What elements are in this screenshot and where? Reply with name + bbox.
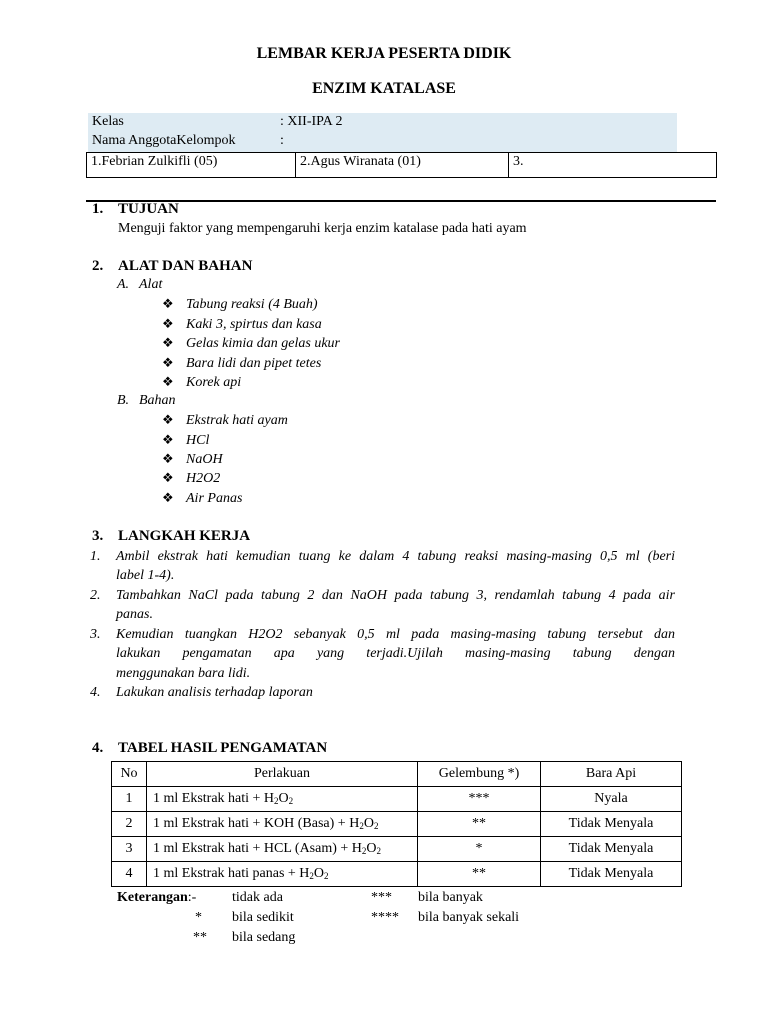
tujuan-heading [92,201,179,218]
alat-label: A. [117,277,130,292]
bahan-item: ❖ NaOH [162,451,223,467]
keterangan-s3: ** [193,930,207,945]
col-no: No [112,762,147,787]
keterangan-l5: bila banyak sekali [418,910,520,925]
step-item [90,683,675,702]
step-number: 2. [90,588,101,603]
table-row [112,812,682,837]
col-bara-api: Bara Api [541,762,682,787]
member-1: 1.Febrian Zulkifli (05) [87,153,296,177]
keterangan-l3: bila sedang [232,930,296,945]
keterangan-s5: **** [371,910,399,925]
cell-perlakuan: 1 ml Ekstrak hati panas + $H_2O_2$ [147,862,418,887]
diamond-bullet-icon: ❖ [162,432,174,447]
alat-bahan-heading [92,258,252,275]
kelas-row [92,114,343,130]
keterangan-label: Keterangan:- [117,890,197,905]
alat-item: ❖ Gelas kimia dan gelas ukur [162,335,340,351]
cell-gelembung: * [418,837,541,862]
tujuan-text: Menguji faktor yang mempengaruhi kerja enzim katalase pada hati ayam [118,221,527,236]
diamond-bullet-icon: ❖ [162,412,174,427]
step-line: label 1-4). [116,568,175,584]
alat-title: Alat [139,277,163,292]
langkah-title: LANGKAH KERJA [118,528,251,544]
langkah-number: 3. [92,528,104,544]
cell-perlakuan: 1 ml Ekstrak hati + $H_2O_2$ [147,787,418,812]
bahan-label: B. [117,393,130,408]
members-table [86,152,717,178]
nama-label: Nama AnggotaKelompok [92,133,236,148]
kelas-label: Kelas [92,114,124,129]
divider [86,200,716,202]
cell-bara-api: Nyala [541,787,682,812]
bahan-item: ❖ H2O2 [162,470,221,486]
member-2: 2.Agus Wiranata (01) [296,153,509,177]
kelas-value: : XII-IPA 2 [280,114,343,129]
alat-item: ❖ Tabung reaksi (4 Buah) [162,296,318,312]
cell-bara-api: Tidak Menyala [541,862,682,887]
cell-gelembung: ** [418,862,541,887]
bahan-subheading [117,393,176,409]
diamond-bullet-icon: ❖ [162,374,174,389]
cell-no: 3 [112,837,147,862]
diamond-bullet-icon: ❖ [162,316,174,331]
step-item [90,625,675,683]
alat-subheading [117,277,162,293]
alat-item: ❖ Bara lidi dan pipet tetes [162,355,322,371]
bahan-item: ❖ HCl [162,432,210,448]
diamond-bullet-icon: ❖ [162,335,174,350]
diamond-bullet-icon: ❖ [162,355,174,370]
keterangan-l2: bila sedikit [232,910,294,925]
cell-gelembung: *** [418,787,541,812]
tujuan-title: TUJUAN [118,201,179,217]
step-line: lakukan pengamatan apa yang terjadi.Ujilah masing-masing tabung dengan [116,646,675,662]
keterangan-s4: *** [371,890,392,905]
col-gelembung: Gelembung *) [418,762,541,787]
page-subtitle: ENZIM KATALASE [312,80,456,97]
table-row [112,862,682,887]
cell-perlakuan: 1 ml Ekstrak hati + HCL (Asam) + $H_2O_2$ [147,837,418,862]
step-line: Ambil ekstrak hati kemudian tuang ke dalam 4 tabung reaksi masing-masing 0,5 ml (beri [116,549,675,564]
alat-bahan-title: ALAT DAN BAHAN [118,258,253,274]
keterangan-l1: tidak ada [232,890,283,905]
diamond-bullet-icon: ❖ [162,470,174,485]
cell-no: 4 [112,862,147,887]
alat-bahan-number: 2. [92,258,104,274]
alat-item: ❖ Korek api [162,374,242,390]
cell-perlakuan: 1 ml Ekstrak hati + KOH (Basa) + $H_2O_2$ [147,812,418,837]
cell-gelembung: ** [418,812,541,837]
observation-table [111,761,682,887]
step-line: panas. [116,607,153,623]
nama-row [92,133,284,149]
step-item [90,586,675,625]
member-3: 3. [513,154,524,169]
step-line: menggunakan bara lidi. [116,665,251,681]
tabel-heading [92,740,327,757]
diamond-bullet-icon: ❖ [162,451,174,466]
cell-bara-api: Tidak Menyala [541,812,682,837]
step-line: Kemudian tuangkan H2O2 sebanyak 0,5 ml pada masing-masing tabung tersebut dan [116,627,675,642]
step-item [90,547,675,586]
tujuan-number: 1. [92,201,104,217]
tabel-title: TABEL HASIL PENGAMATAN [118,740,328,756]
page-title: LEMBAR KERJA PESERTA DIDIK [256,45,512,62]
tabel-number: 4. [92,740,104,756]
bahan-title: Bahan [139,393,176,408]
step-number: 1. [90,549,101,564]
langkah-heading [92,528,250,545]
step-line: Tambahkan NaCl pada tabung 2 dan NaOH pada tabung 3, rendamlah tabung 4 pada air [116,588,675,603]
step-line: Lakukan analisis terhadap laporan [116,685,313,700]
bahan-item: ❖ Air Panas [162,490,243,506]
keterangan-l4: bila banyak [418,890,483,905]
alat-item: ❖ Kaki 3, spirtus dan kasa [162,316,322,332]
table-row [112,787,682,812]
cell-bara-api: Tidak Menyala [541,837,682,862]
nama-value: : [280,133,284,148]
diamond-bullet-icon: ❖ [162,490,174,505]
diamond-bullet-icon: ❖ [162,296,174,311]
keterangan-s2: * [195,910,202,925]
step-number: 4. [90,685,101,700]
class-info-band [88,113,677,152]
cell-no: 1 [112,787,147,812]
table-row [112,837,682,862]
table-header-row [112,762,682,787]
step-number: 3. [90,627,101,642]
col-perlakuan: Perlakuan [147,762,418,787]
cell-no: 2 [112,812,147,837]
bahan-item: ❖ Ekstrak hati ayam [162,412,288,428]
